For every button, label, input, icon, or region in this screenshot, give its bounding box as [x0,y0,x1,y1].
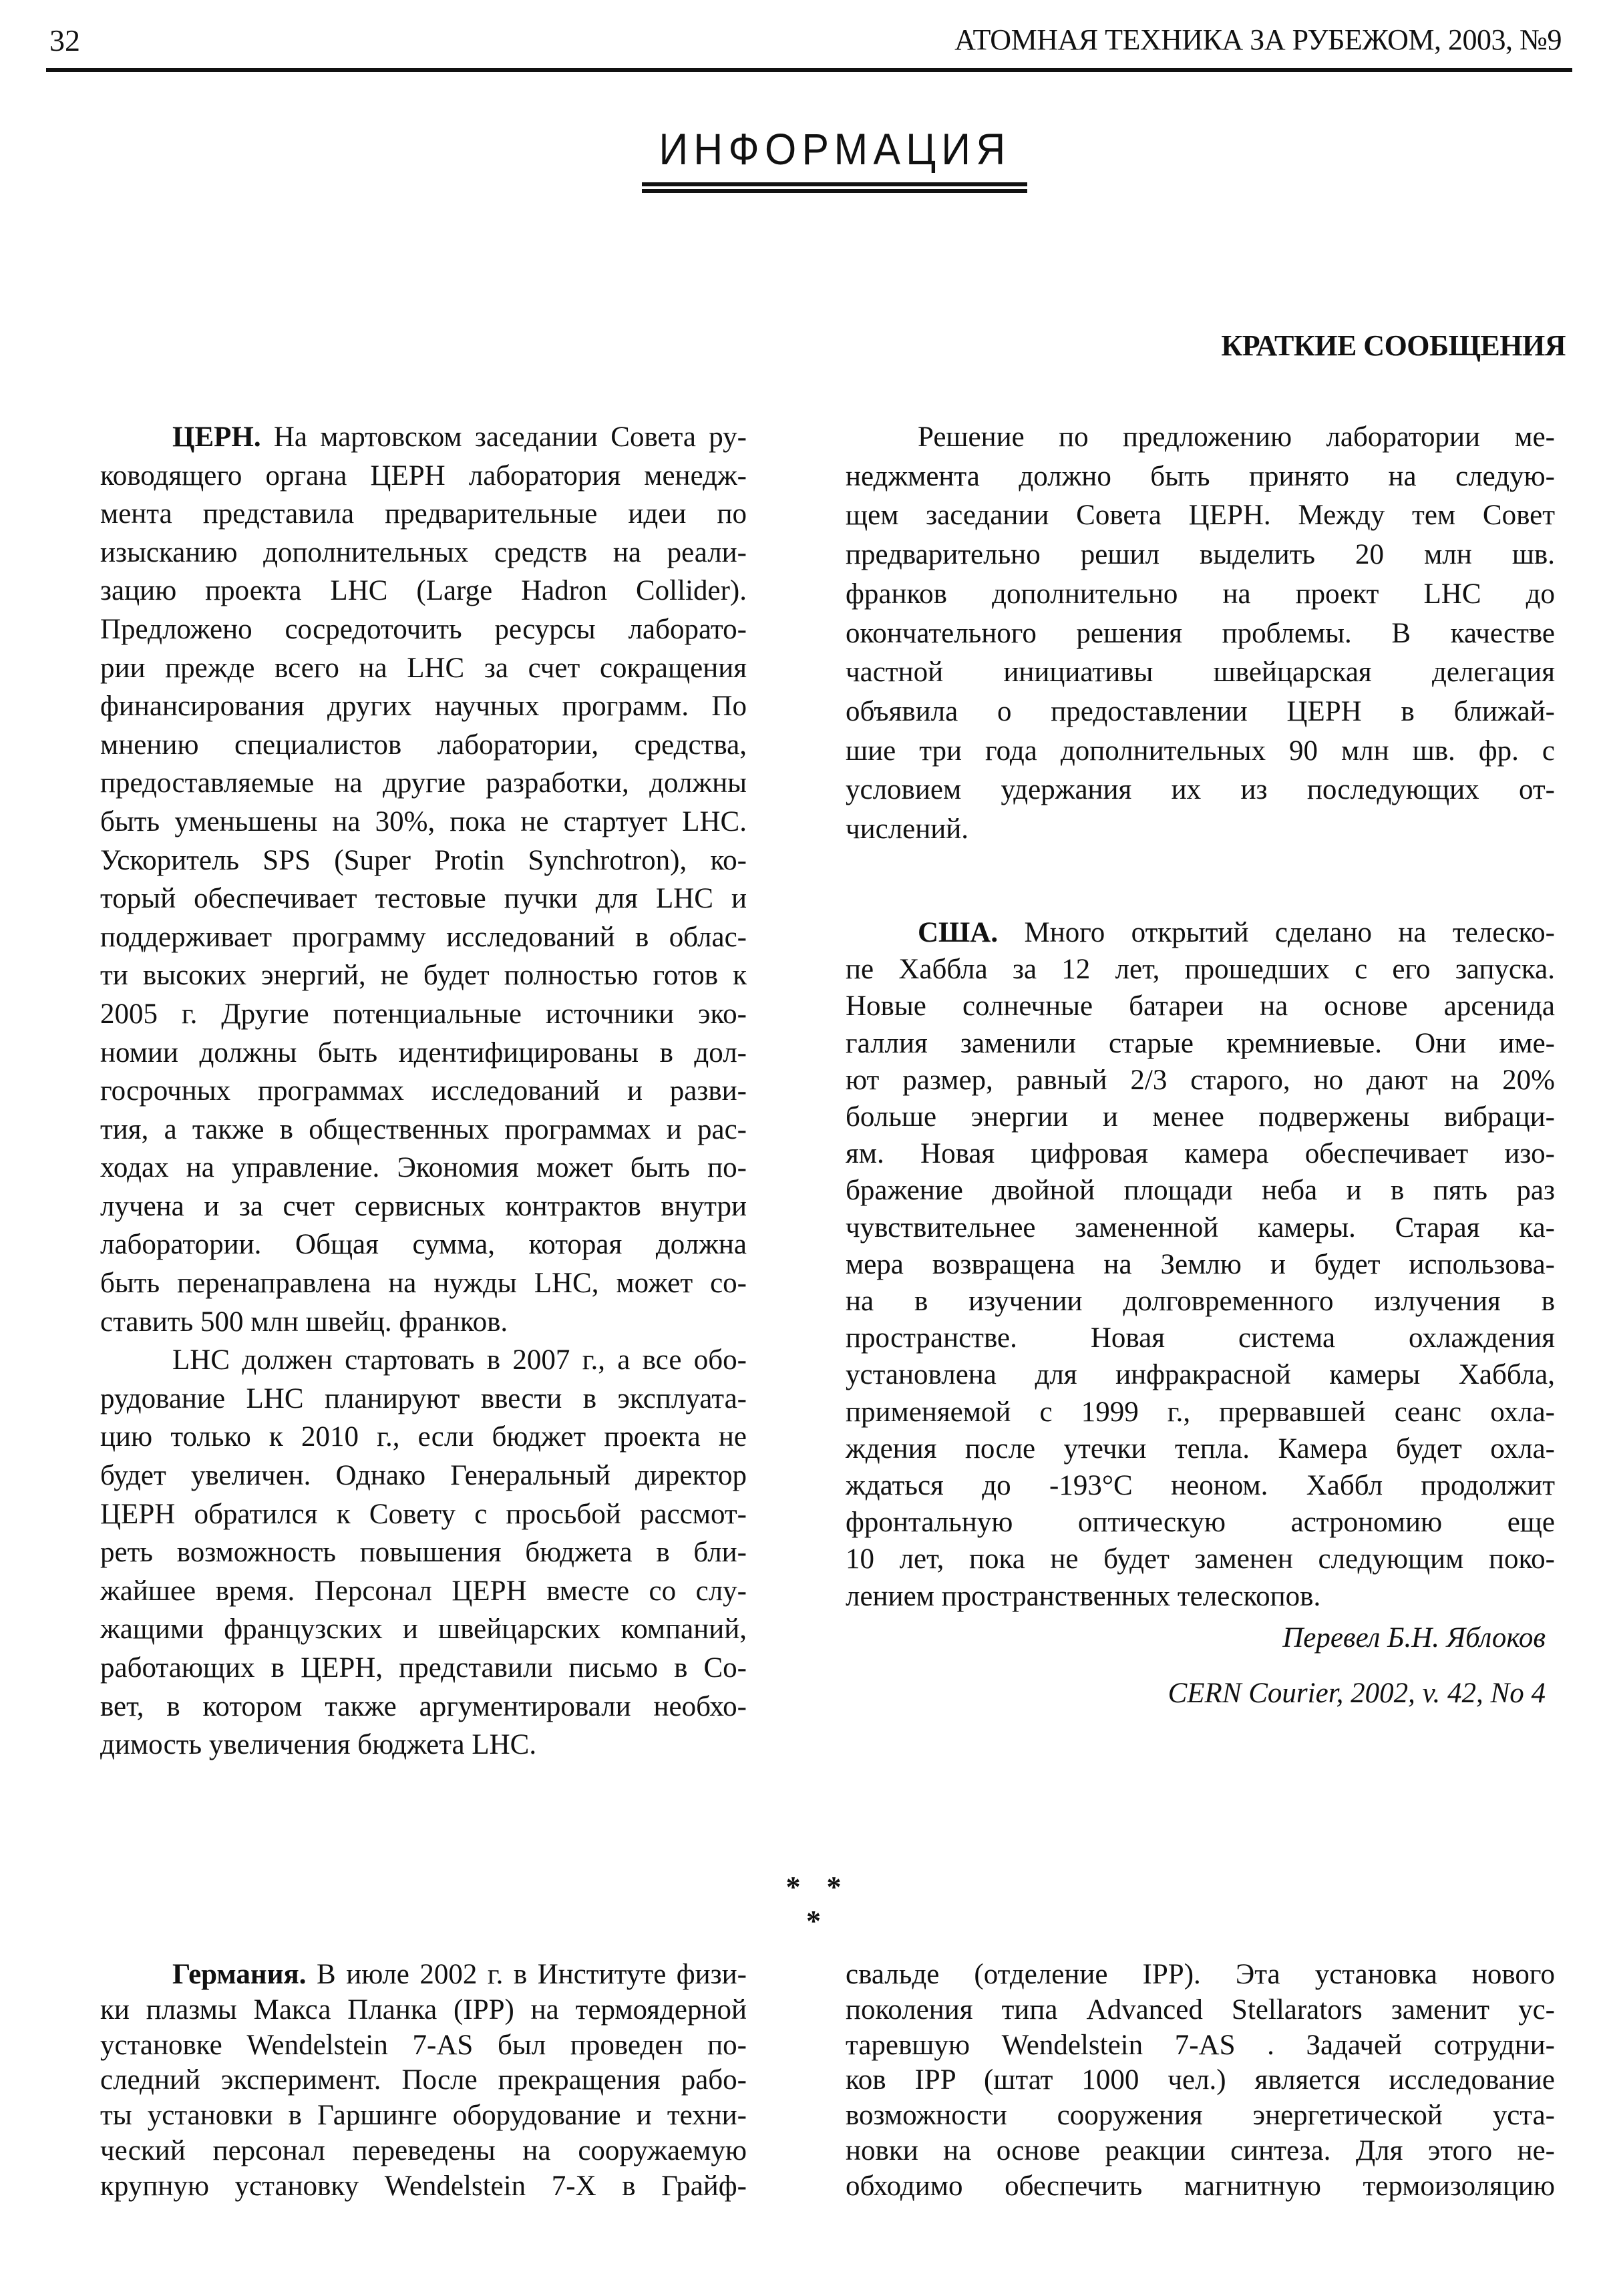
line-text: 2005 г. Другие потенциальные источники эко- [100,998,747,1030]
line-text: пе Хаббла за 12 лет, прошедших с его запуска. [846,954,1555,986]
line-text: Предложено сосредоточить ресурсы лаборато- [100,613,747,645]
paragraph-lead: Германия. [172,1959,307,1990]
title-underline-bottom [642,189,1027,193]
line-text: работающих в ЦЕРН, представили письмо в Со- [100,1652,747,1684]
text-line [100,1341,747,1380]
text-line [846,496,1555,536]
text-line [100,726,747,765]
text-line [846,1025,1555,1062]
paragraph [100,1957,747,2205]
paragraph-lead: США. [918,917,999,948]
text-line [100,1610,747,1649]
line-text: окончательного решения проблемы. В качестве [846,617,1555,649]
paragraph [100,418,747,1341]
text-line [846,1062,1555,1099]
text-line [100,1418,747,1457]
line-text: фронтальную оптическую астрономию еще [846,1507,1555,1539]
text-line [846,1394,1555,1430]
text-line [846,951,1555,988]
line-text: ческий персонал переведены на сооружаемую [100,2134,747,2166]
text-line [100,1187,747,1226]
line-text: бражение двойной площади неба и в пять раз [846,1175,1555,1207]
line-text: 10 лет, пока не будет заменен следующим поко- [846,1543,1555,1575]
article-germany-right [846,1957,1555,2205]
line-text: изысканию дополнительных средств на реали- [100,536,747,568]
text-line [100,956,747,995]
text-line [846,810,1555,849]
text-line [100,995,747,1034]
line-text: ки плазмы Макса Планка (IPP) на термоядерной [100,1993,747,2026]
text-line [100,1726,747,1764]
text-line [846,1320,1555,1356]
text-line [100,1533,747,1572]
text-line [846,2169,1555,2205]
line-text: лением пространственных телескопов. [846,1580,1321,1612]
running-head: АТОМНАЯ ТЕХНИКА ЗА РУБЕЖОМ, 2003, №9 [954,23,1562,56]
line-text: обходимо обеспечить магнитную термоизоляцию [846,2170,1555,2202]
line-text: таревшую Wendelstein 7-AS . Задачей сотрудни- [846,2029,1555,2061]
line-text: ставить 500 млн швейц. франков. [100,1306,508,1338]
text-line [100,1303,747,1342]
line-text: зацию проекта LHC (Large Hadron Collider). [100,575,747,607]
section-heading: КРАТКИЕ СООБЩЕНИЯ [1221,329,1566,362]
text-line [100,534,747,572]
text-line [100,1457,747,1495]
text-line [846,1246,1555,1283]
line-text: Много открытий сделано на телеско- [998,917,1555,948]
line-text: шие три года дополнительных 90 млн шв. фр. с [846,735,1555,767]
line-text: На мартовском заседании Совета ру- [260,421,747,453]
text-line [100,1264,747,1303]
article-cern-continuation [846,418,1555,849]
line-text: новки на основе реакции синтеза. Для этого не- [846,2134,1555,2166]
line-text: димость увеличения бюджета LHC. [100,1729,537,1761]
text-line [846,1430,1555,1467]
text-line [100,1380,747,1418]
line-text: мента представила предварительные идеи по [100,498,747,530]
line-text: Ускоритель SPS (Super Protin Synchrotron), ко- [100,844,747,876]
line-text: частной инициативы швейцарская делегация [846,656,1555,689]
text-line [100,1688,747,1726]
paragraph-lead: ЦЕРН. [172,421,261,453]
article-usa [846,914,1555,1615]
article-germany-left [100,1957,747,2205]
line-text: следний эксперимент. После прекращения рабо- [100,2064,747,2096]
text-line [846,1099,1555,1135]
text-line [100,1225,747,1264]
text-line [846,2063,1555,2098]
text-line [846,1356,1555,1393]
text-line [846,1209,1555,1246]
line-text: предварительно решил выделить 20 млн шв. [846,539,1555,571]
text-line [100,649,747,688]
text-line [100,841,747,880]
text-line [100,1572,747,1611]
line-text: Решение по предложению лаборатории ме- [918,421,1555,453]
text-line [846,1504,1555,1541]
text-line [846,457,1555,497]
line-text: установке Wendelstein 7-AS был проведен по- [100,2029,747,2061]
line-text: жайшее время. Персонал ЦЕРН вместе со слу- [100,1575,747,1607]
line-text: ЦЕРН обратился к Совету с просьбой рассмот- [100,1498,747,1530]
text-line [846,1172,1555,1209]
text-line [846,771,1555,810]
text-line [100,1649,747,1688]
line-text: галлия заменили старые кремниевые. Они име- [846,1027,1555,1059]
header-rule [46,68,1572,72]
line-text: лучена и за счет сервисных контрактов внутри [100,1190,747,1222]
line-text: применяемой с 1999 г., прервавшей сеанс охла- [846,1396,1555,1428]
text-line [846,1283,1555,1320]
line-text: свальде (отделение IPP). Эта установка нового [846,1959,1555,1990]
text-line [100,572,747,610]
translator-credit: Перевел Б.Н. Яблоков [1282,1622,1546,1654]
line-text: жащими французских и швейцарских компаний, [100,1613,747,1646]
text-line [846,575,1555,614]
line-text: госрочных программах исследований и разви- [100,1075,747,1107]
line-text: ководящего органа ЦЕРН лаборатория менедж- [100,459,747,492]
article-cern-column [100,418,747,1764]
text-line [100,803,747,841]
line-text: поколения типа Advanced Stellarators заменит ус- [846,1993,1555,2026]
text-line [100,2028,747,2064]
text-line [100,1034,747,1073]
text-line [846,2098,1555,2134]
text-line [846,1578,1555,1615]
text-line [100,918,747,957]
line-text: крупную установку Wendelstein 7-X в Грайф- [100,2170,747,2202]
line-text: мнению специалистов лаборатории, средства, [100,729,747,761]
text-line [846,988,1555,1024]
text-line [100,1111,747,1149]
line-text: возможности сооружения энергетической уста- [846,2100,1555,2132]
line-text: тия, а также в общественных программах и рас- [100,1113,747,1145]
text-line [100,495,747,534]
text-line [100,1149,747,1187]
text-line [100,687,747,726]
line-text: ям. Новая цифровая камера обеспечивает изо- [846,1138,1555,1170]
line-text: щем заседании Совета ЦЕРН. Между тем Совет [846,500,1555,532]
text-line [846,2134,1555,2169]
text-line [100,2063,747,2098]
line-text: вет, в котором также аргументировали необхо- [100,1690,747,1722]
section-separator: * * * [785,1871,851,1937]
line-text: мера возвращена на Землю и будет использова- [846,1248,1555,1280]
line-text: франков дополнительно на проект LHC до [846,578,1555,610]
text-line [846,614,1555,654]
line-text: предоставляемые на другие разработки, должны [100,767,747,799]
text-line [100,764,747,803]
text-line [846,2028,1555,2064]
line-text: финансирования других научных программ. По [100,691,747,723]
text-line [846,693,1555,732]
text-line [100,880,747,918]
line-text: условием удержания их из последующих от- [846,774,1555,806]
text-line [846,536,1555,575]
line-text: будет увеличен. Однако Генеральный директор [100,1460,747,1492]
line-text: быть перенаправлена на нужды LHC, может со- [100,1268,747,1300]
line-text: ют размер, равный 2/3 старого, но дают на 20% [846,1064,1555,1096]
line-text: торый обеспечивает тестовые пучки для LHC и [100,883,747,915]
line-text: LHC должен стартовать в 2007 г., а все обо- [172,1344,747,1376]
text-line [846,1467,1555,1504]
line-text: объявила о предоставлении ЦЕРН в ближай- [846,695,1555,727]
line-text: чувствительнее замененной камеры. Старая ка- [846,1211,1555,1243]
line-text: номии должны быть идентифицированы в дол- [100,1036,747,1069]
line-text: ти высоких энергий, не будет полностью готов к [100,960,747,992]
line-text: ходах на управление. Экономия может быть по- [100,1152,747,1184]
line-text: пространстве. Новая система охлаждения [846,1322,1555,1354]
line-text: больше энергии и менее подвержены вибраци- [846,1101,1555,1133]
text-line [100,2169,747,2205]
line-text: цию только к 2010 г., если бюджет проекта не [100,1421,747,1453]
line-text: В июле 2002 г. в Институте физи- [306,1959,747,1990]
text-line [100,1957,747,1993]
text-line [846,1957,1555,1993]
text-line [100,1993,747,2028]
paragraph [846,418,1555,849]
line-text: рудование LHC планируют ввести в эксплуата- [100,1382,747,1414]
text-line [100,2134,747,2169]
line-text: поддерживает программу исследований в облас- [100,921,747,953]
line-text: реть возможность повышения бюджета в бли- [100,1537,747,1569]
page-title: ИНФОРМАЦИЯ [659,124,1011,174]
text-line [100,610,747,649]
line-text: числений. [846,813,969,845]
text-line [846,914,1555,951]
text-line [846,418,1555,457]
text-line [100,1495,747,1534]
line-text: ты установки в Гаршинге оборудование и техни- [100,2100,747,2132]
title-underline-top [642,182,1027,186]
text-line [846,1541,1555,1577]
text-line [846,1135,1555,1172]
line-text: на в изучении долговременного излучения в [846,1286,1555,1318]
paragraph [100,1341,747,1764]
text-line [100,2098,747,2134]
line-text: лаборатории. Общая сумма, которая должна [100,1229,747,1261]
text-line [100,457,747,496]
paragraph [846,914,1555,1615]
text-line [846,653,1555,693]
line-text: ков IPP (штат 1000 чел.) является исследование [846,2064,1555,2096]
source-citation: CERN Courier, 2002, v. 42, No 4 [1168,1678,1546,1709]
line-text: Новые солнечные батареи на основе арсенида [846,990,1555,1022]
line-text: неджмента должно быть принято на следую- [846,460,1555,492]
paragraph [846,1957,1555,2205]
line-text: установлена для инфракрасной камеры Хаббла, [846,1359,1555,1391]
text-line [100,418,747,457]
line-text: быть уменьшены на 30%, пока не стартует LHC. [100,805,747,837]
text-line [846,1993,1555,2028]
page-number: 32 [49,23,80,57]
line-text: рии прежде всего на LHC за счет сокращения [100,652,747,684]
text-line [846,732,1555,771]
line-text: ждения после утечки тепла. Камера будет охла- [846,1432,1555,1465]
line-text: ждаться до -193°С неоном. Хаббл продолжит [846,1470,1555,1502]
text-line [100,1072,747,1111]
